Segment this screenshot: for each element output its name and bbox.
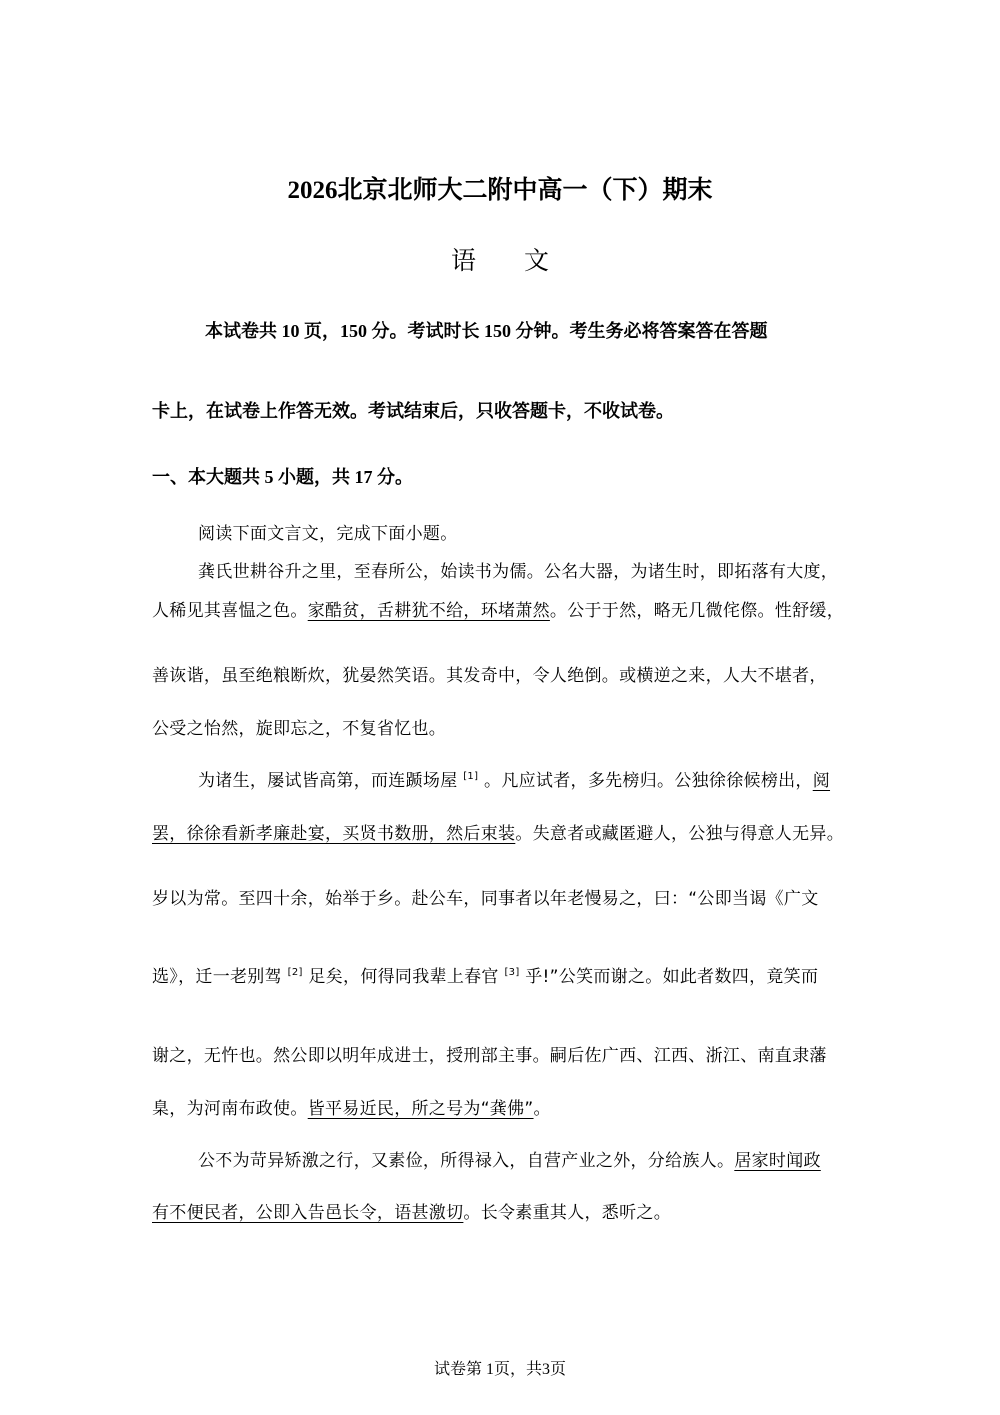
instruction-text: 阅读下面文言文，完成下面小题。 <box>198 524 458 544</box>
page-title: 2026北京北师大二附中高一（下）期末 <box>287 177 713 204</box>
passage-p2-line-6: 臬，为河南布政使。皆平易近民，所之号为“龚佛”。 <box>152 1099 551 1119</box>
underlined-sentence-3: 皆平易近民，所之号为“龚佛” <box>307 1099 534 1119</box>
underlined-sentence-4a: 居家时闻政 <box>734 1151 821 1171</box>
footnote-ref-2: [2] <box>287 967 303 978</box>
passage-p3-line-1: 公不为苛异矫激之行，又素俭，所得禄入，自营产业之外，分给族人。居家时闻政 <box>198 1151 821 1171</box>
passage-p1-line-1: 龚氏世耕谷升之里，至春所公，始读书为儒。公名大器，为诸生时，即拓落有大度， <box>198 562 839 582</box>
passage-p3-line-2: 有不便民者，公即入告邑长令，语甚激切。长令素重其人，悉听之。 <box>152 1203 672 1223</box>
footnote-ref-3: [3] <box>504 967 520 978</box>
passage-p2-line-3: 岁以为常。至四十余，始举于乡。赴公车，同事者以年老慢易之，曰：“公即当谒《广文 <box>152 889 819 909</box>
underlined-sentence-2a: 阅 <box>812 771 831 791</box>
footnote-ref-1: [1] <box>463 771 479 782</box>
page-footer: 试卷第 1页，共3页 <box>433 1361 566 1378</box>
passage-p1-line-2: 人稀见其喜愠之色。家酷贫，舌耕犹不给，环堵萧然。公于于然，略无几微侘傺。性舒缓， <box>152 601 845 621</box>
passage-p2-line-4: 选》，迁一老别驾 [2] 足矣，何得同我辈上春官 [3] 乎!”公笑而谢之。如此者数四，竟笑而 <box>152 967 819 987</box>
underlined-sentence-4b: 有不便民者，公即入告邑长令，语甚激切 <box>152 1203 464 1223</box>
passage-p2-line-1: 为诸生，屡试皆高第，而连踬场屋 [1] 。凡应试者，多先榜归。公独徐徐候榜出，阅 <box>198 771 831 791</box>
section-heading: 一、本大题共 5 小题，共 17 分。 <box>152 467 413 487</box>
notice-line-2: 卡上，在试卷上作答无效。考试结束后，只收答题卡，不收试卷。 <box>152 401 674 421</box>
underlined-sentence-1: 家酷贫，舌耕犹不给，环堵萧然 <box>307 601 550 621</box>
notice-line-1: 本试卷共 10 页，150 分。考试时长 150 分钟。考生务必将答案答在答题 <box>205 321 768 341</box>
underlined-sentence-2b: 罢，徐徐看新孝廉赴宴，买贤书数册，然后束装 <box>152 824 516 844</box>
passage-p1-line-3: 善诙谐，虽至绝粮断炊，犹晏然笑语。其发奇中，令人绝倒。或横逆之来，人大不堪者， <box>152 666 827 686</box>
passage-p2-line-5: 谢之，无忤也。然公即以明年成进士，授刑部主事。嗣后佐广西、江西、浙江、南直隶藩 <box>152 1046 827 1066</box>
passage-p2-line-2: 罢，徐徐看新孝廉赴宴，买贤书数册，然后束装。失意者或藏匿避人，公独与得意人无异。 <box>152 824 845 844</box>
passage-p1-line-4: 公受之怡然，旋即忘之，不复省忆也。 <box>152 719 447 739</box>
subject-title: 语 文 <box>451 246 569 275</box>
